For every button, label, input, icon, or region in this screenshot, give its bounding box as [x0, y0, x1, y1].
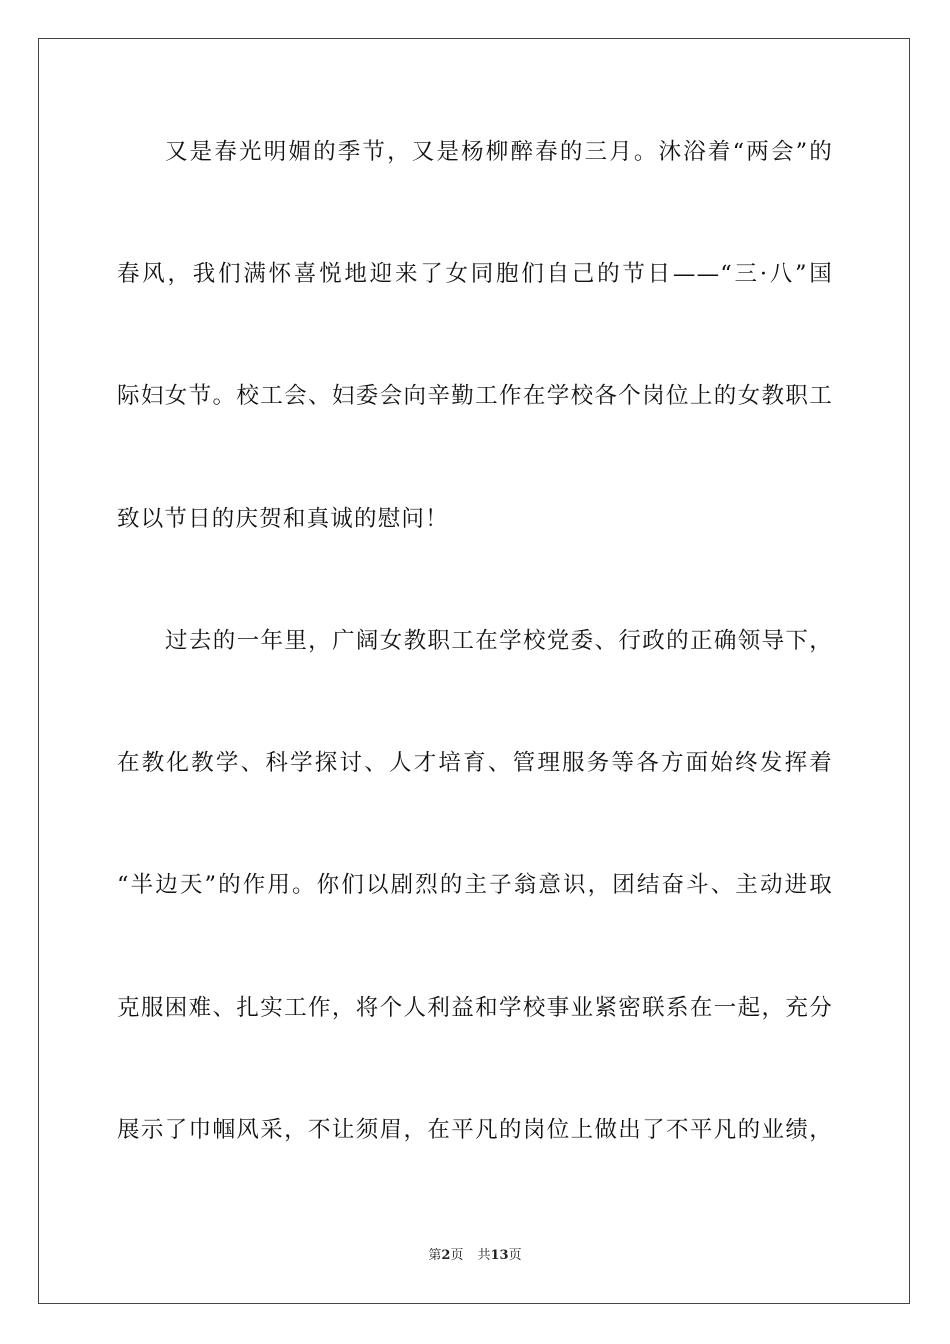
total-suffix: 页: [508, 1248, 522, 1263]
paragraph-1-line-4: 致以节日的庆贺和真诚的慰问！: [117, 506, 449, 532]
total-pages: 13: [490, 1248, 509, 1263]
paragraph-2-line-5: 展示了巾帼风采，不让须眉，在平凡的岗位上做出了不平凡的业绩，: [117, 1117, 833, 1143]
total-prefix: 共: [477, 1248, 491, 1263]
paragraph-2-line-1: 过去的一年里，广阔女教职工在学校党委、行政的正确领导下，: [165, 628, 833, 654]
paragraph-2-line-2: 在教化教学、科学探讨、人才培育、管理服务等各方面始终发挥着: [117, 750, 833, 776]
paragraph-1-line-2: 春风，我们满怀喜悦地迎来了女同胞们自己的节日——“三·八”国: [117, 261, 833, 287]
page-prefix: 第: [428, 1248, 442, 1263]
paragraph-2-line-3: “半边天”的作用。你们以剧烈的主子翁意识，团结奋斗、主动进取: [117, 872, 833, 898]
page-footer: [0, 1248, 950, 1264]
paragraph-1-line-1: 又是春光明媚的季节，又是杨柳醉春的三月。沐浴着“两会”的: [165, 139, 833, 165]
paragraph-2-line-4: 克服困难、扎实工作，将个人利益和学校事业紧密联系在一起，充分: [117, 995, 833, 1021]
page-suffix: 页: [450, 1248, 464, 1263]
paragraph-1-line-3: 际妇女节。校工会、妇委会向辛勤工作在学校各个岗位上的女教职工: [117, 383, 833, 409]
page-number: 2: [441, 1248, 451, 1263]
